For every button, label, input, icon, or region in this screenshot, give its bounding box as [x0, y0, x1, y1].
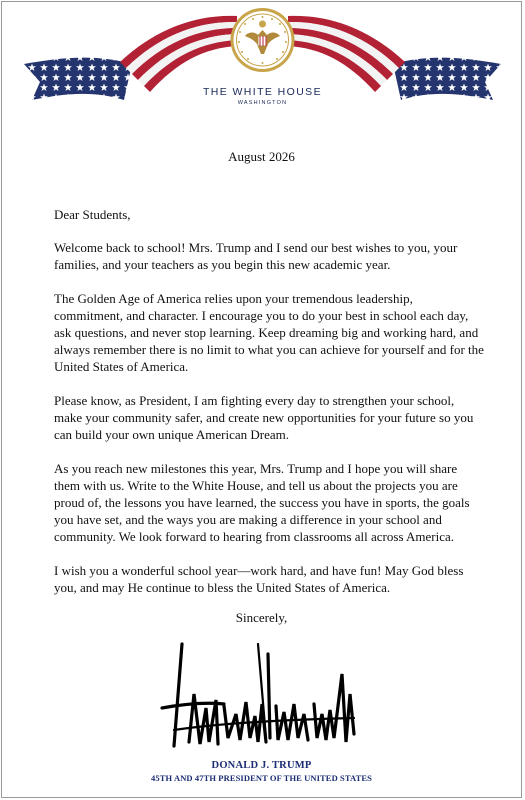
- signer-name: DONALD J. TRUMP: [211, 760, 312, 771]
- left-ribbon-stripes: [120, 16, 237, 92]
- paragraph-1: Welcome back to school! Mrs. Trump and I send our best wishes to you, your families, and your teachers as you begin this new academic year.: [54, 240, 458, 272]
- right-ribbon-stripes: [288, 16, 405, 92]
- letterhead-subtitle: WASHINGTON: [237, 100, 288, 106]
- paragraph-2: The Golden Age of America relies upon your tremendous leadership, commitment, and character. I encourage you to do your best in school each day, ask questions, and never stop learning. Keep dreaming big and working hard, and always remember there is no limit to what you can achieve for yourself and for the United States of America.: [54, 291, 484, 374]
- paragraph-4: As you reach new milestones this year, Mrs. Trump and I hope you will share them with us. Write to the White House, and tell us about the projects you are proud of, the lessons you have learned, the success you have in sports, the goals you have set, and the ways you are making a difference in your school and community. We look forward to hearing from classrooms all across America.: [54, 461, 470, 544]
- presidential-seal: [231, 8, 295, 72]
- closing: Sincerely,: [235, 610, 288, 625]
- handwritten-signature: [154, 634, 364, 754]
- paragraph-5: I wish you a wonderful school year—work hard, and have fun! May God bless you, and may He continue to bless the United States of America.: [54, 563, 464, 595]
- paragraph-3: Please know, as President, I am fighting every day to strengthen your school, make your community safer, and create new opportunities for your future so you can build your own unique American Dream.: [54, 393, 474, 442]
- signer-title: 45TH AND 47TH PRESIDENT OF THE UNITED STATES: [151, 773, 372, 783]
- letterhead-title: THE WHITE HOUSE: [202, 86, 322, 98]
- letter-body: [54, 206, 484, 613]
- salutation: Dear Students,: [54, 207, 131, 222]
- letter-date: August 2026: [228, 149, 295, 164]
- letter-page: [1, 1, 522, 798]
- letterhead: [2, 2, 523, 112]
